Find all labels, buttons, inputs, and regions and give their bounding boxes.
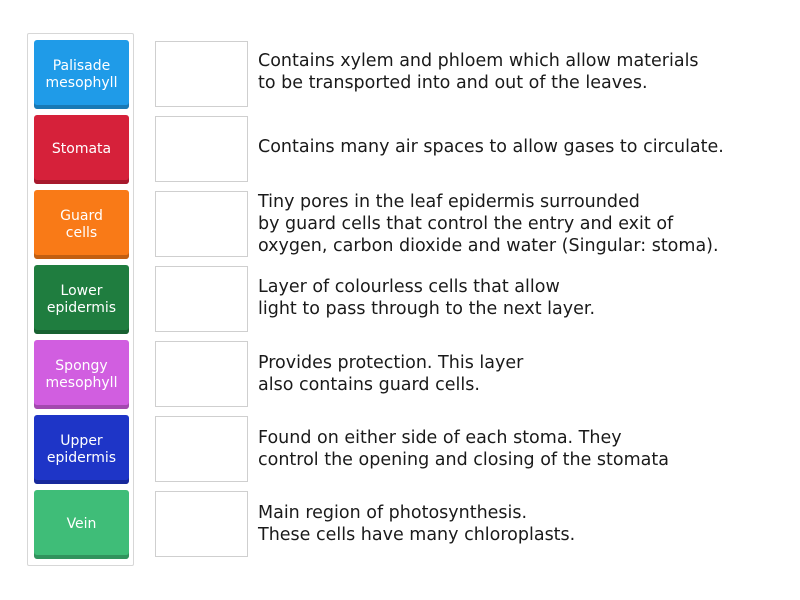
drop-slot-4[interactable]: [155, 266, 248, 332]
drop-slot-3[interactable]: [155, 191, 248, 257]
tile-upper-epidermis[interactable]: Upper epidermis: [34, 415, 129, 484]
drop-slot-1[interactable]: [155, 41, 248, 107]
description-4: Layer of colourless cells that allow light to pass through to the next layer.: [258, 277, 596, 319]
answer-tile-bank: [27, 33, 134, 566]
description-1: Contains xylem and phloem which allow materials to be transported into and out of the leaves.: [258, 51, 699, 93]
tile-vein[interactable]: Vein: [34, 490, 129, 559]
tile-lower-epidermis[interactable]: Lower epidermis: [34, 265, 129, 334]
description-6: Found on either side of each stoma. They control the opening and closing of the stomata: [258, 428, 669, 470]
tile-spongy-mesophyll[interactable]: Spongy mesophyll: [34, 340, 129, 409]
description-3: Tiny pores in the leaf epidermis surrounded by guard cells that control the entry and exit of oxygen, carbon dioxide and water (Singular: stoma).: [258, 192, 719, 256]
description-7: Main region of photosynthesis. These cells have many chloroplasts.: [258, 503, 576, 545]
description-5: Provides protection. This layer also contains guard cells.: [258, 353, 524, 395]
drop-slot-5[interactable]: [155, 341, 248, 407]
tile-stomata[interactable]: Stomata: [34, 115, 129, 184]
drop-slot-2[interactable]: [155, 116, 248, 182]
description-2: Contains many air spaces to allow gases to circulate.: [258, 137, 724, 157]
tile-palisade-mesophyll[interactable]: Palisade mesophyll: [34, 40, 129, 109]
drop-slot-6[interactable]: [155, 416, 248, 482]
drop-slot-7[interactable]: [155, 491, 248, 557]
tile-guard-cells[interactable]: Guard cells: [34, 190, 129, 259]
